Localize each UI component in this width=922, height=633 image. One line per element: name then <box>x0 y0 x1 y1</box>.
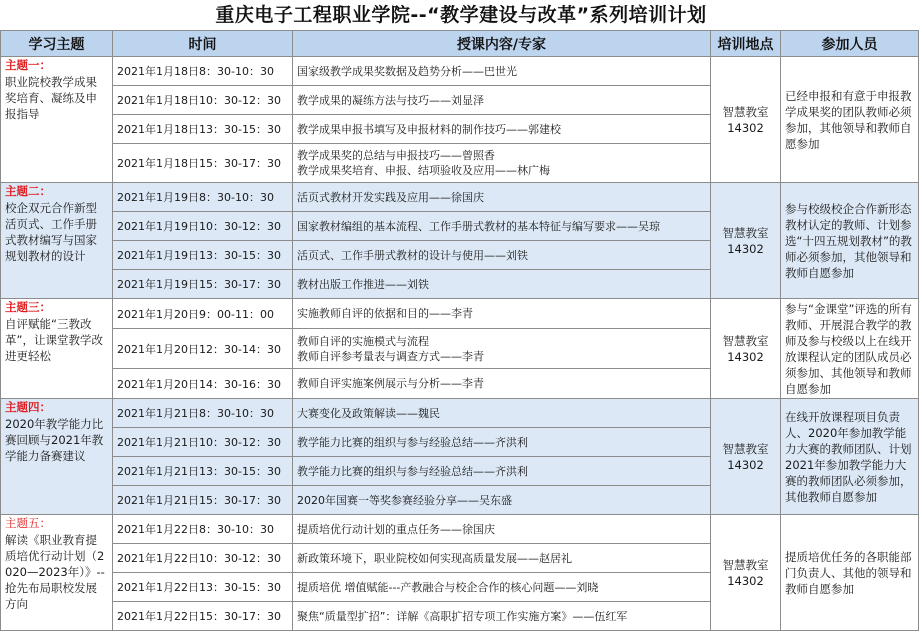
session-content-line: 2020年国赛一等奖参赛经验分享——吴东盛 <box>297 493 512 507</box>
venue-cell: 智慧教室 14302 <box>711 399 781 515</box>
session-content <box>293 544 711 573</box>
session-content-line: 教学成果奖培育、申报、结项验收及应用——林广梅 <box>297 164 550 177</box>
page-title: 重庆电子工程职业学院--“教学建设与改革”系列培训计划 <box>215 4 707 26</box>
session-content <box>293 457 711 486</box>
topic-heading: 主题四： <box>5 400 51 414</box>
topic-description: 2020年教学能力比赛回顾与2021年教学能力备赛建议 <box>5 417 104 463</box>
session-content-line: 教学能力比赛的组织与参与经验总结——齐洪利 <box>297 435 528 449</box>
session-time: 2021年1月19日15：30-17：30 <box>113 270 293 299</box>
session-content-line: 提质培优 增值赋能---产教融合与校企合作的核心问题——刘晓 <box>297 580 599 594</box>
session-time: 2021年1月18日10：30-12：30 <box>113 86 293 115</box>
session-time: 2021年1月18日13：30-15：30 <box>113 115 293 144</box>
session-content <box>293 270 711 299</box>
session-content <box>293 86 711 115</box>
session-time: 2021年1月21日8：30-10：30 <box>113 399 293 428</box>
header-topic: 学习主题 <box>1 31 113 57</box>
session-content-line: 国家级教学成果奖数据及趋势分析——巴世光 <box>297 64 517 78</box>
attendees-cell: 在线开放课程项目负责人、2020年参加教学能力大赛的教师团队、计划2021年参加教学能力大赛的教师团队必须参加，其他教师自愿参加 <box>781 399 919 515</box>
session-time: 2021年1月19日10：30-12：30 <box>113 212 293 241</box>
session-time: 2021年1月22日8：30-10：30 <box>113 515 293 544</box>
session-time: 2021年1月21日10：30-12：30 <box>113 428 293 457</box>
topic-description: 职业院校教学成果奖培育、凝练及申报指导 <box>5 75 97 121</box>
session-content-line: 教学成果奖的总结与申报技巧——曾照香 <box>297 149 495 162</box>
topic-description: 校企双元合作新型活页式、工作手册式教材编写与国家规划教材的设计 <box>5 201 97 263</box>
session-time: 2021年1月22日10：30-12：30 <box>113 544 293 573</box>
session-content <box>293 486 711 515</box>
topic-cell <box>1 183 113 299</box>
topic-heading: 主题五： <box>5 516 51 530</box>
topic-cell <box>1 399 113 515</box>
session-content-line: 大赛变化及政策解读——魏民 <box>297 406 440 420</box>
session-content-line: 教师自评实施案例展示与分析——李青 <box>297 377 484 390</box>
session-time: 2021年1月20日9：00-11：00 <box>113 299 293 329</box>
attendees-cell: 参与校级校企合作新形态教材认定的教师、计划参选“十四五规划教材”的教师必须参加，其他领导和教师自愿参加 <box>781 183 919 299</box>
session-content <box>293 212 711 241</box>
session-content <box>293 115 711 144</box>
session-time: 2021年1月21日13：30-15：30 <box>113 457 293 486</box>
topic-heading: 主题一： <box>5 58 51 72</box>
session-content <box>293 57 711 86</box>
topic-description: 解读《职业教育提质培优行动计划（2020—2023年）》--抢先布局职校发展方向 <box>5 533 105 611</box>
session-content-line: 聚焦“质量型扩招”：详解《高职扩招专项工作实施方案》——伍红军 <box>297 609 628 623</box>
session-content-line: 国家教材编组的基本流程、工作手册式教材的基本特征与编写要求——吴琼 <box>297 219 660 233</box>
session-time: 2021年1月18日15：30-17：30 <box>113 144 293 183</box>
header-row <box>1 31 919 57</box>
topic-cell <box>1 299 113 399</box>
session-content <box>293 183 711 212</box>
session-content-line: 教师自评参考量表与调查方式——李青 <box>297 349 484 363</box>
session-content <box>293 573 711 602</box>
session-content-line: 活页式教材开发实践及应用——徐国庆 <box>297 190 484 204</box>
session-content-line: 教材出版工作推进——刘铁 <box>297 277 429 291</box>
session-content <box>293 602 711 631</box>
session-content <box>293 299 711 329</box>
session-content-line: 提质培优行动计划的重点任务——徐国庆 <box>297 522 495 536</box>
header-attendees: 参加人员 <box>781 31 919 57</box>
attendees-cell: 已经申报和有意于申报教学成果奖的团队教师必须参加，其他领导和教师自愿参加 <box>781 57 919 183</box>
table-row <box>1 183 919 212</box>
session-time: 2021年1月18日8：30-10：30 <box>113 57 293 86</box>
table-row <box>1 57 919 86</box>
schedule-table <box>0 30 919 631</box>
session-content-line: 教学能力比赛的组织与参与经验总结——齐洪利 <box>297 464 528 478</box>
session-content-line: 活页式、工作手册式教材的设计与使用——刘铁 <box>297 248 528 262</box>
header-content: 授课内容/专家 <box>293 31 711 57</box>
venue-cell: 智慧教室 14302 <box>711 299 781 399</box>
session-content-line: 新政策环境下，职业院校如何实现高质量发展——赵居礼 <box>297 551 572 565</box>
session-content-line: 实施教师自评的依据和目的——李青 <box>297 307 473 320</box>
attendees-cell: 参与“金课堂”评选的所有教师、开展混合教学的教师及参与校级以上在线开放课程认定的团队成员必须参加、其他领导和教师自愿参加 <box>781 299 919 399</box>
table-row <box>1 399 919 428</box>
session-time: 2021年1月21日15：30-17：30 <box>113 486 293 515</box>
session-content <box>293 515 711 544</box>
session-time: 2021年1月19日13：30-15：30 <box>113 241 293 270</box>
topic-description: 自评赋能“三教改革”，让课堂教学改进更轻松 <box>5 317 103 363</box>
session-time: 2021年1月22日13：30-15：30 <box>113 573 293 602</box>
session-time: 2021年1月22日15：30-17：30 <box>113 602 293 631</box>
session-content <box>293 369 711 399</box>
session-content-line: 教师自评的实施模式与流程 <box>297 334 429 348</box>
schedule-body <box>1 57 919 631</box>
session-time: 2021年1月19日8：30-10：30 <box>113 183 293 212</box>
attendees-cell: 提质培优任务的各职能部门负责人、其他的领导和教师自愿参加 <box>781 515 919 631</box>
topic-cell <box>1 57 113 183</box>
venue-cell: 智慧教室 14302 <box>711 515 781 631</box>
table-row <box>1 515 919 544</box>
venue-cell: 智慧教室 14302 <box>711 183 781 299</box>
topic-heading: 主题三： <box>5 300 51 314</box>
topic-heading: 主题二： <box>5 184 51 198</box>
venue-cell: 智慧教室 14302 <box>711 57 781 183</box>
session-content <box>293 428 711 457</box>
session-time: 2021年1月20日12：30-14：30 <box>113 329 293 369</box>
table-row <box>1 299 919 329</box>
session-content-line: 教学成果申报书填写及申报材料的制作技巧——郭建校 <box>297 122 561 136</box>
session-content <box>293 399 711 428</box>
topic-cell <box>1 515 113 631</box>
session-time: 2021年1月20日14：30-16：30 <box>113 369 293 399</box>
header-venue: 培训地点 <box>711 31 781 57</box>
session-content-line: 教学成果的凝练方法与技巧——刘显泽 <box>297 93 484 107</box>
session-content <box>293 329 711 369</box>
session-content <box>293 144 711 183</box>
header-time: 时间 <box>113 31 293 57</box>
session-content <box>293 241 711 270</box>
